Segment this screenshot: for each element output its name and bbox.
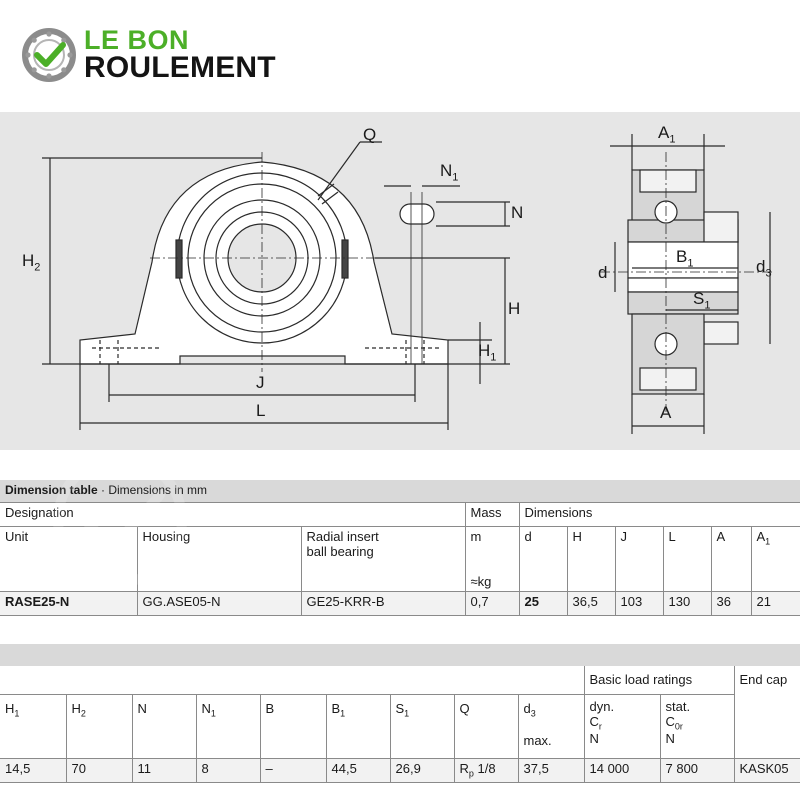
dimension-table-group-row <box>0 502 800 526</box>
col-d: d <box>519 526 567 591</box>
col-d3: $d_3$ max. <box>518 694 584 758</box>
dimension-table-head-row <box>0 526 800 591</box>
label-n: N <box>511 203 524 222</box>
col-a: A <box>711 526 751 591</box>
col-h2: $H_2$ <box>66 694 132 758</box>
cell-end-cap: KASK05 <box>734 758 800 782</box>
col-dimensions: Dimensions <box>519 502 800 526</box>
label-q: Q <box>363 125 377 144</box>
cell-a1: 21 <box>751 591 800 615</box>
cell-b: – <box>260 758 326 782</box>
col-mass: Mass <box>465 502 519 526</box>
col-end-cap: End cap <box>734 666 800 758</box>
col-s1: $S_1$ <box>390 694 454 758</box>
dimension-table <box>0 480 800 616</box>
col-n1: $N_1$ <box>196 694 260 758</box>
cell-h1: 14,5 <box>0 758 66 782</box>
cell-q: $R_p$ 1/8 <box>454 758 518 782</box>
label-n1: $N_1$ <box>440 161 459 184</box>
col-j: J <box>615 526 663 591</box>
cell-housing: GG.ASE05-N <box>137 591 301 615</box>
label-b1: $B_1$ <box>676 247 694 270</box>
col-stat: stat. $C_{0r}$ N <box>660 694 734 758</box>
load-rating-group-row <box>0 666 800 694</box>
cell-n1: 8 <box>196 758 260 782</box>
cell-b1: 44,5 <box>326 758 390 782</box>
cell-a: 36 <box>711 591 751 615</box>
label-a: A <box>660 403 672 422</box>
load-rating-title-bar <box>0 644 800 666</box>
col-n: N <box>132 694 196 758</box>
col-b: B <box>260 694 326 758</box>
brand-line2: ROULEMENT <box>84 51 276 84</box>
cell-h2: 70 <box>66 758 132 782</box>
cell-n: 11 <box>132 758 196 782</box>
col-b1: $B_1$ <box>326 694 390 758</box>
label-h: H <box>508 299 521 318</box>
table-row <box>0 758 800 782</box>
col-basic-load: Basic load ratings <box>584 666 734 694</box>
load-rating-head-row <box>0 694 800 758</box>
cell-l: 130 <box>663 591 711 615</box>
load-rating-table <box>0 644 800 783</box>
dimension-table-title: Dimension table · Dimensions in mm <box>0 480 800 502</box>
cell-c0r: 7 800 <box>660 758 734 782</box>
col-m: m ≈kg <box>465 526 519 591</box>
col-radial-insert: Radial insert ball bearing <box>301 526 465 591</box>
col-housing: Housing <box>137 526 301 591</box>
technical-drawing <box>0 112 800 450</box>
header <box>0 0 800 112</box>
cell-d: 25 <box>519 591 567 615</box>
table-row <box>0 591 800 615</box>
cell-unit: RASE25-N <box>0 591 137 615</box>
col-h1: $H_1$ <box>5 700 20 719</box>
label-d3: $d_3$ <box>756 257 772 280</box>
col-designation: Designation <box>5 504 74 520</box>
label-d: d <box>598 263 608 282</box>
col-h: H <box>567 526 615 591</box>
cell-cr: 14 000 <box>584 758 660 782</box>
cell-mass: 0,7 <box>465 591 519 615</box>
label-j: J <box>256 373 265 392</box>
brand-line1: LE BON <box>84 25 190 55</box>
cell-bearing: GE25-KRR-B <box>301 591 465 615</box>
col-l: L <box>663 526 711 591</box>
cell-j: 103 <box>615 591 663 615</box>
label-s1: $S_1$ <box>693 289 711 312</box>
cell-h: 36,5 <box>567 591 615 615</box>
label-h2: $H_2$ <box>22 251 41 274</box>
label-l: L <box>256 401 266 420</box>
col-dyn: dyn. $C_r$ N <box>584 694 660 758</box>
spacer <box>0 666 584 694</box>
cell-s1: 26,9 <box>390 758 454 782</box>
col-a1: $A_1$ <box>751 526 800 591</box>
drawing-svg <box>0 112 800 450</box>
load-rating-title-row <box>0 644 800 666</box>
col-unit: Unit <box>5 528 29 544</box>
label-a1: $A_1$ <box>658 123 676 146</box>
col-q: Q <box>454 694 518 758</box>
bearing-check-logo-icon <box>22 28 76 82</box>
cell-d3: 37,5 <box>518 758 584 782</box>
label-h1: $H_1$ <box>478 341 497 364</box>
dimension-table-title-row <box>0 480 800 502</box>
